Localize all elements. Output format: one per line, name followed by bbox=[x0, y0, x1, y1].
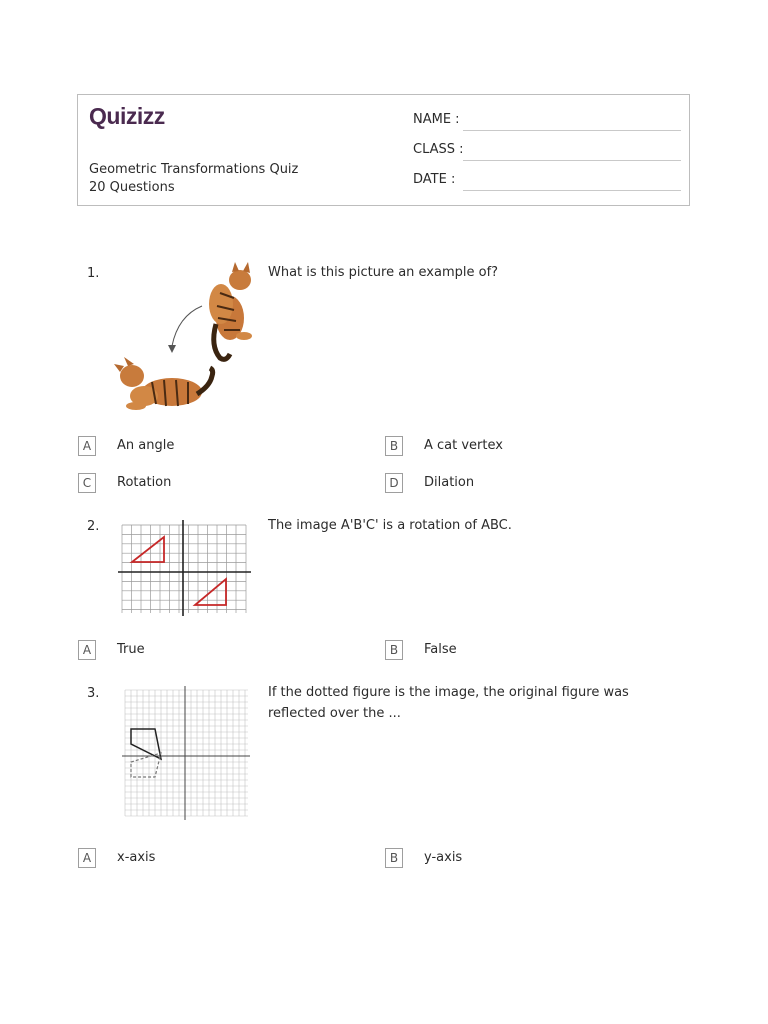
q1-option-c-box[interactable]: C bbox=[78, 473, 96, 493]
question-count: 20 Questions bbox=[89, 180, 175, 195]
question-3-text: If the dotted figure is the image, the original figure was reflected over the ... bbox=[268, 685, 629, 721]
q3-option-b-box[interactable]: B bbox=[385, 848, 403, 868]
q1-option-b-box[interactable]: B bbox=[385, 436, 403, 456]
grid-lines bbox=[122, 525, 246, 613]
q1-option-c-text[interactable]: Rotation bbox=[117, 475, 172, 490]
q1-option-a-text[interactable]: An angle bbox=[117, 438, 175, 453]
q3-option-b-text[interactable]: y-axis bbox=[424, 850, 463, 865]
q2-option-b-box[interactable]: B bbox=[385, 640, 403, 660]
date-line[interactable] bbox=[463, 190, 681, 191]
class-line[interactable] bbox=[463, 160, 681, 161]
name-line[interactable] bbox=[463, 130, 681, 131]
question-1-number: 1. bbox=[87, 266, 100, 281]
question-1-text: What is this picture an example of? bbox=[268, 265, 499, 280]
rotation-grid-figure bbox=[115, 516, 257, 620]
q2-option-a-box[interactable]: A bbox=[78, 640, 96, 660]
q1-option-a-box[interactable]: A bbox=[78, 436, 96, 456]
grid-lines bbox=[125, 690, 248, 816]
upright-cat bbox=[209, 262, 252, 359]
q3-option-a-box[interactable]: A bbox=[78, 848, 96, 868]
question-2-text: The image A'B'C' is a rotation of ABC. bbox=[268, 518, 512, 533]
name-label: NAME : bbox=[413, 112, 460, 127]
quizizz-logo: Quizizz bbox=[89, 103, 165, 129]
date-label: DATE : bbox=[413, 172, 456, 187]
q3-option-a-text[interactable]: x-axis bbox=[117, 850, 156, 865]
triangle-a-prime-b-prime-c-prime bbox=[195, 579, 226, 605]
rotated-cat bbox=[114, 357, 213, 410]
q1-option-d-text[interactable]: Dilation bbox=[424, 475, 475, 490]
class-label: CLASS : bbox=[413, 142, 464, 157]
q2-option-a-text[interactable]: True bbox=[117, 642, 145, 657]
reflection-grid-figure bbox=[118, 682, 258, 822]
quiz-title: Geometric Transformations Quiz bbox=[89, 162, 299, 177]
quiz-header bbox=[77, 94, 690, 206]
q1-option-b-text[interactable]: A cat vertex bbox=[424, 438, 503, 453]
rotated-cat-figure bbox=[112, 258, 257, 418]
q1-option-d-box[interactable]: D bbox=[385, 473, 403, 493]
triangle-abc bbox=[132, 537, 164, 562]
question-2-number: 2. bbox=[87, 519, 100, 534]
q2-option-b-text[interactable]: False bbox=[424, 642, 457, 657]
question-3-number: 3. bbox=[87, 686, 100, 701]
rotation-arrow bbox=[172, 306, 202, 346]
